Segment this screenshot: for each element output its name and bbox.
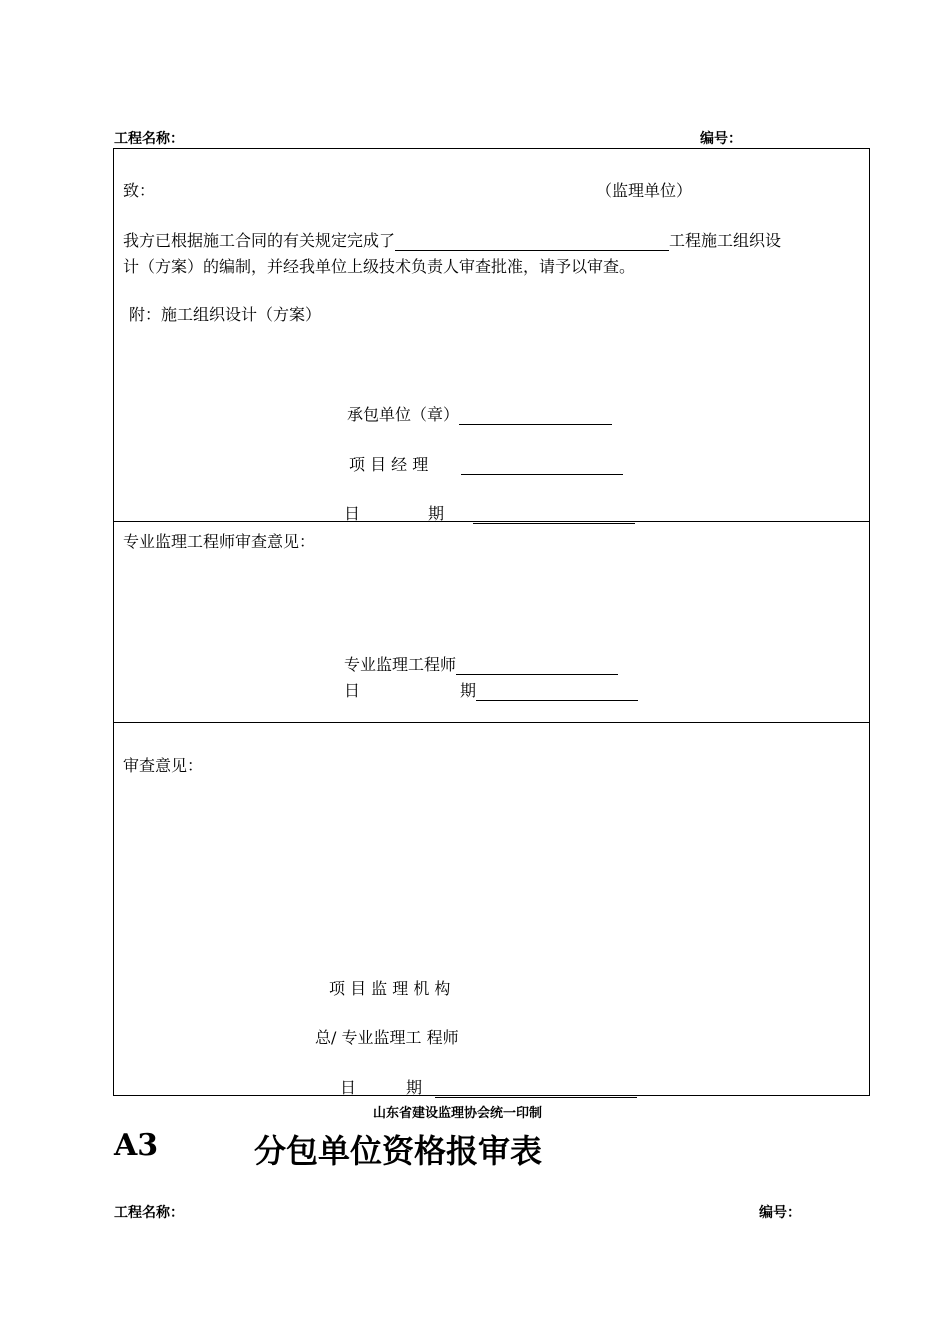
statement-line-2: 计（方案）的编制，并经我单位上级技术负责人审查批准，请予以审查。 <box>123 257 636 276</box>
engineer-signature-line <box>456 656 618 675</box>
form-code: A3 <box>114 1128 159 1163</box>
engineer-opinion-title: 专业监理工程师审查意见： <box>123 532 316 551</box>
statement-part-1: 我方已根据施工合同的有关规定完成了 <box>123 231 396 250</box>
form-number-label: 编号： <box>700 131 742 147</box>
date-label-a: 日 <box>344 504 361 523</box>
manager-label: 项 目 经 理 <box>349 455 429 474</box>
section-divider-2 <box>113 722 870 723</box>
printer-footer: 山东省建设监理协会统一印制 <box>373 1106 543 1121</box>
form-table <box>113 148 870 1096</box>
review-opinion-title: 审查意见： <box>123 756 204 775</box>
date-line-2 <box>476 682 638 701</box>
date-label-b: 期 <box>460 681 477 700</box>
form-title: 分包单位资格报审表 <box>254 1132 543 1170</box>
date-label-b: 期 <box>428 504 445 523</box>
date-label-a: 日 <box>344 681 361 700</box>
next-project-name-label: 工程名称： <box>114 1205 184 1221</box>
manager-signature-line <box>461 456 623 475</box>
engineer-label: 专业监理工程师 <box>344 655 457 674</box>
project-blank-line <box>395 232 669 251</box>
supervision-org-label: 项 目 监 理 机 构 <box>329 979 451 998</box>
date-line-1 <box>473 505 635 524</box>
date-label-b: 期 <box>406 1078 423 1097</box>
contractor-label: 承包单位（章） <box>347 405 460 424</box>
engineer-signature-row <box>344 652 618 675</box>
manager-row <box>349 452 623 475</box>
date-row-3 <box>340 1075 637 1098</box>
date-row-2 <box>344 678 638 701</box>
contractor-signature-line <box>459 406 612 425</box>
contractor-signature-row <box>347 402 612 425</box>
to-label: 致： <box>123 181 156 200</box>
supervisor-unit-label: （监理单位） <box>596 181 693 200</box>
submission-statement <box>123 228 781 251</box>
chief-engineer-label: 总/ 专业监理工 程师 <box>315 1028 459 1047</box>
next-form-number-label: 编号： <box>759 1205 801 1221</box>
project-name-label: 工程名称： <box>114 131 184 147</box>
date-row-1 <box>344 501 635 524</box>
statement-part-2: 工程施工组织设 <box>669 231 782 250</box>
date-label-a: 日 <box>340 1078 357 1097</box>
date-line-3 <box>435 1079 637 1098</box>
attachment-label: 附：施工组织设计（方案） <box>129 305 322 324</box>
